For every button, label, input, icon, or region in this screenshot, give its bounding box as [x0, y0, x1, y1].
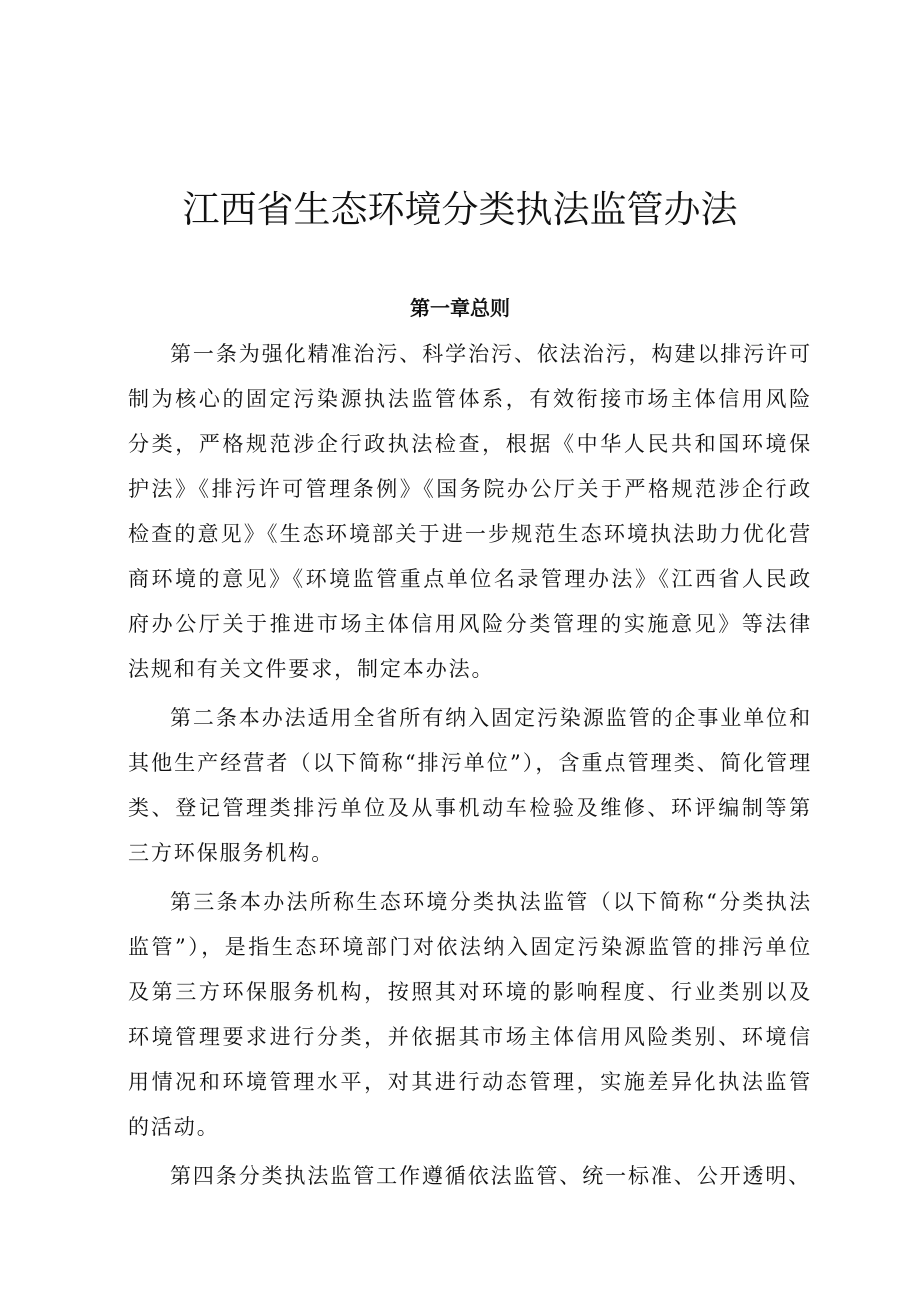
document-title: 江西省生态环境分类执法监管办法: [182, 188, 738, 231]
chapter-heading: 第一章总则: [410, 296, 510, 320]
article-4-paragraph: 第四条分类执法监管工作遵循依法监管、统一标准、公开透明、: [170, 1164, 812, 1188]
document-body: [128, 332, 812, 1203]
article-3-paragraph: 第三条本办法所称生态环境分类执法监管（以下简称“分类执法监管”），是指生态环境部门对依法纳入固定污染源监管的排污单位及第三方环保服务机构，按照其对环境的影响程度、行业类别以及环境管理要求进行分类，并依据其市场主体信用风险类别、环境信用情况和环境管理水平，对其进行动态管理，实施差异化执法监管的活动。: [128, 890, 812, 1139]
article-1-paragraph: 第一条为强化精准治污、科学治污、依法治污，构建以排污许可制为核心的固定污染源执法监管体系，有效衔接市场主体信用风险分类，严格规范涉企行政执法检查，根据《中华人民共和国环境保护法》《排污许可管理条例》《国务院办公厅关于严格规范涉企行政检查的意见》《生态环境部关于进一步规范生态环境执法助力优化营商环境的意见》《环境监管重点单位名录管理办法》《江西省人民政府办公厅关于推进市场主体信用风险分类管理的实施意见》等法律法规和有关文件要求，制定本办法。: [128, 342, 812, 681]
article-2-paragraph: 第二条本办法适用全省所有纳入固定污染源监管的企事业单位和其他生产经营者（以下简称“排污单位”），含重点管理类、简化管理类、登记管理类排污单位及从事机动车检验及维修、环评编制等第三方环保服务机构。: [128, 706, 812, 865]
